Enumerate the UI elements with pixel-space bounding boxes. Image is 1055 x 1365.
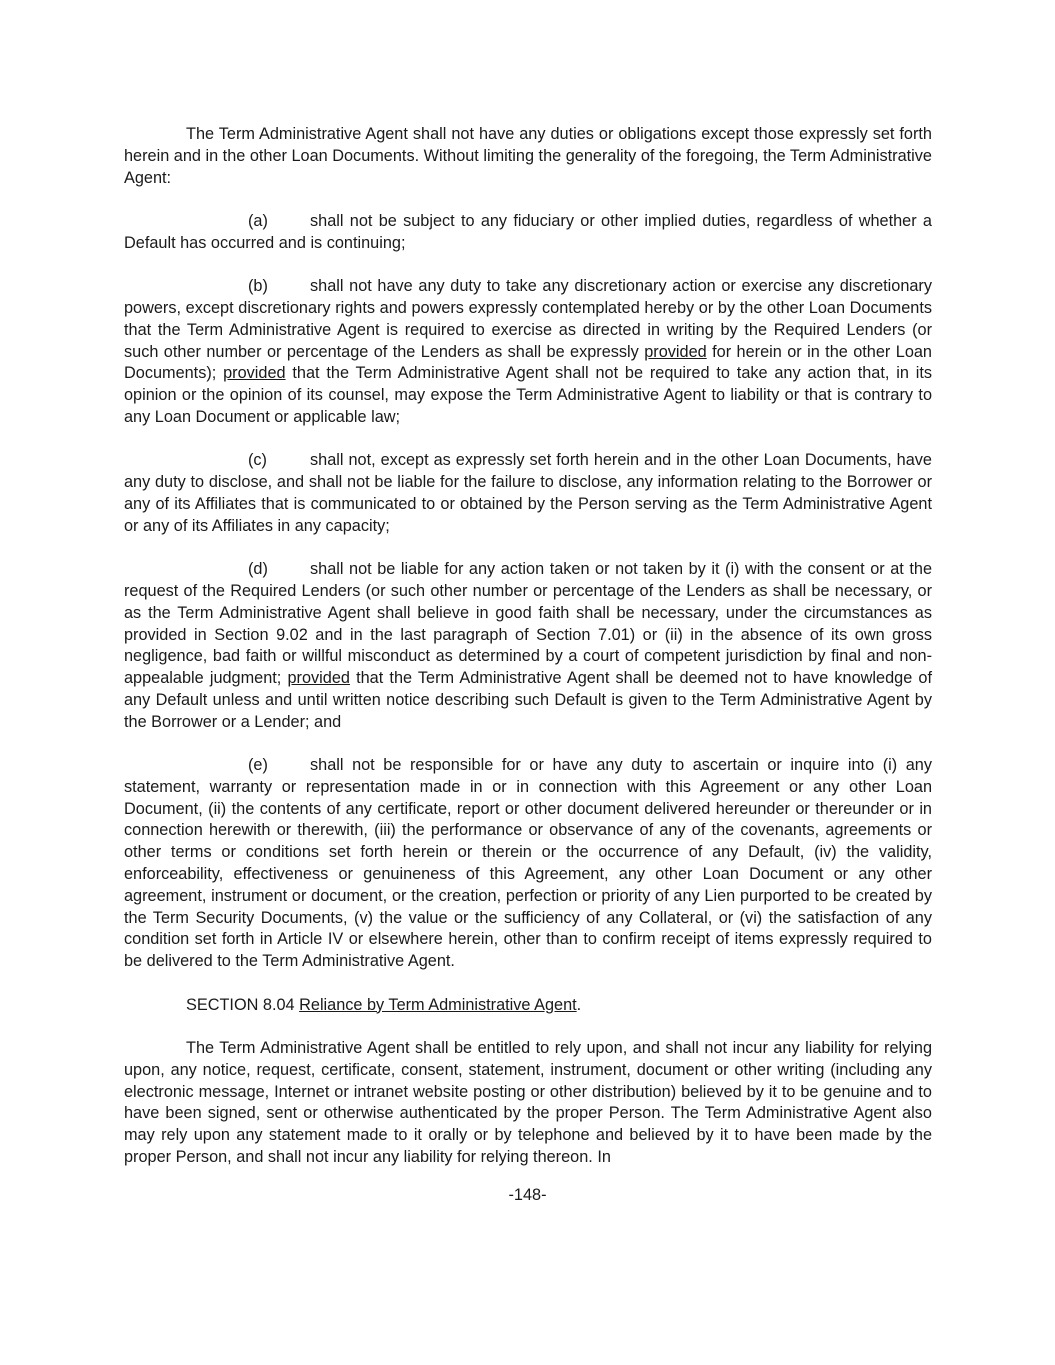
clause-e-text: shall not be responsible for or have any duty to ascertain or inquire into (i) any statement, warranty or representation made in or in connection with this Agreement or any other Loan Document, (ii) the contents of any certificate, report or other document delivered hereunder or thereunder or in connection herewith or therewith, (iii) the performance or observance of any of the covenants, agreements or other terms or conditions set forth herein or therein or the occurrence of any Default, (iv) the validity, enforceability, effectiveness or genuineness of this Agreement, any other Loan Document or any other agreement, instrument or document, or the creation, perfection or priority of any Lien purported to be created by the Term Security Documents, (v) the value or the sufficiency of any Collateral, or (vi) the satisfaction of any condition set forth in Article IV or elsewhere herein, other than to confirm receipt of items expressly required to be delivered to the Term Administrative Agent. [124, 756, 932, 971]
clause-c-letter: (c) [248, 451, 267, 470]
clause-e [124, 755, 932, 973]
clause-a [124, 211, 932, 255]
intro-paragraph: The Term Administrative Agent shall not have any duties or obligations except those expressly set forth herein and in the other Loan Documents. Without limiting the generality of the foregoing, the Term Administrative Agent: [124, 125, 932, 187]
clause-c-text: shall not, except as expressly set forth herein and in the other Loan Documents, have any duty to disclose, and shall not be liable for the failure to disclose, any information relating to the Borrower or any of its Affiliates that is communicated to or obtained by the Person serving as the Term Administrative Agent or any of its Affiliates in any capacity; [124, 451, 932, 535]
section-title: Reliance by Term Administrative Agent [299, 995, 577, 1014]
section-period: . [576, 995, 582, 1014]
clause-a-text: shall not be subject to any fiduciary or other implied duties, regardless of whether a Default has occurred and is continuing; [124, 211, 932, 252]
clause-d-text-1: shall not be liable for any action taken or not taken by it (i) with the consent or at the request of the Required Lenders (or such other number or percentage of the Lenders as shall be necessary, or as the Term Administrative Agent shall believe in good faith shall be necessary, under the circumstances as provided in Section 9.02 and in the last paragraph of Section 7.01) or (ii) in the absence of its own gross negligence, bad faith or willful misconduct as determined by a court of competent jurisdiction by final and non-appealable judgment; [124, 560, 932, 688]
clause-c [124, 450, 932, 537]
section-number: SECTION 8.04 [186, 995, 295, 1014]
clause-d-provided: provided [287, 669, 350, 688]
clause-b-letter: (b) [248, 277, 268, 296]
clause-a-letter: (a) [248, 211, 268, 230]
clause-e-letter: (e) [248, 756, 268, 775]
clause-b-text-3: that the Term Administrative Agent shall not be required to take any action that, in its opinion or the opinion of its counsel, may expose the Term Administrative Agent to liability or that is contrary to any Loan Document or applicable law; [124, 364, 932, 426]
section-heading [124, 995, 932, 1017]
clause-d-letter: (d) [248, 560, 268, 579]
clause-b-provided-2: provided [223, 364, 286, 383]
clause-b-provided-1: provided [644, 342, 707, 361]
page-number: -148- [508, 1186, 547, 1204]
clause-b [124, 276, 932, 429]
reliance-paragraph: The Term Administrative Agent shall be entitled to rely upon, and shall not incur any liability for relying upon, any notice, request, certificate, consent, statement, instrument, document or other writing (including any electronic message, Internet or intranet website posting or other distribution) believed by it to be genuine and to have been signed, sent or otherwise authenticated by the proper Person. The Term Administrative Agent also may rely upon any statement made to it orally or by telephone and believed by it to have been made by the proper Person, and shall not incur any liability for relying thereon. In [124, 1039, 932, 1167]
clause-b-text-2: for herein or in the other Loan Documents); [124, 342, 932, 383]
clause-d [124, 559, 932, 733]
clause-b-text-1: shall not have any duty to take any discretionary action or exercise any discretionary powers, except discretionary rights and powers expressly contemplated hereby or by the other Loan Documents that the Term Administrative Agent is required to exercise as directed in writing by the Required Lenders (or such other number or percentage of the Lenders as shall be expressly [124, 277, 932, 361]
clause-d-text-2: that the Term Administrative Agent shall be deemed not to have knowledge of any Default unless and until written notice describing such Default is given to the Term Administrative Agent by the Borrower or a Lender; and [124, 669, 932, 731]
document-page [124, 124, 932, 1190]
